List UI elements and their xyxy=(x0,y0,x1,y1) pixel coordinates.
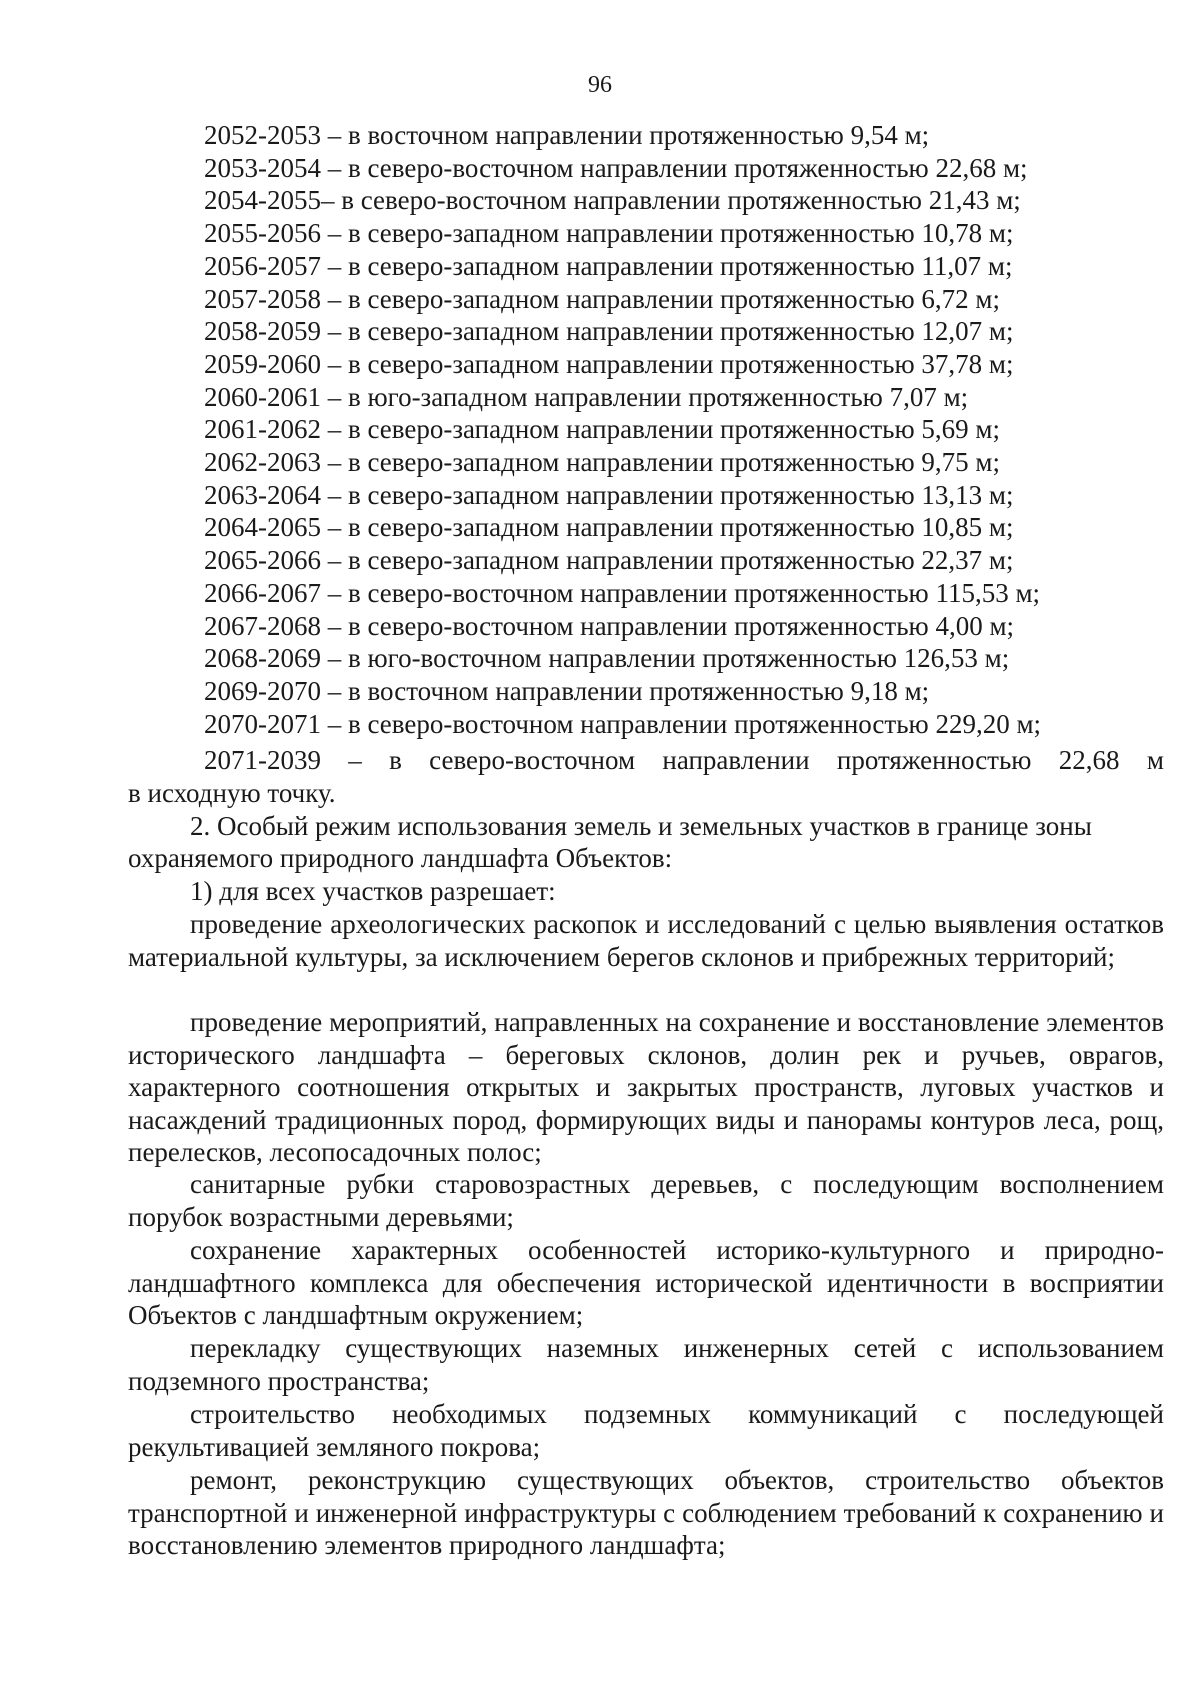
last-segment-word: 2071-2039 xyxy=(204,745,321,775)
boundary-segment: 2054-2055– в северо-восточном направлении протяженностью 21,43 м; xyxy=(204,185,1021,216)
last-segment-word: северо-восточном xyxy=(429,745,636,775)
section-heading-continuation: охраняемого природного ландшафта Объектов: xyxy=(128,843,673,873)
boundary-segment: 2061-2062 – в северо-западном направлении протяженностью 5,69 м; xyxy=(204,414,1000,445)
boundary-segment: 2062-2063 – в северо-западном направлении протяженностью 9,75 м; xyxy=(204,447,1000,478)
last-segment-word: 22,68 xyxy=(1058,745,1120,775)
section-heading: 2. Особый режим использования земель и земельных участков в границе зоны xyxy=(190,811,1092,841)
permission-item-underground-communications: строительство необходимых подземных коммуникаций с последующей рекультивацией земляного покрова; xyxy=(128,1399,1164,1462)
boundary-segment: 2065-2066 – в северо-западном направлении протяженностью 22,37 м; xyxy=(204,545,1014,576)
boundary-segment-last xyxy=(204,744,1164,777)
page-number: 96 xyxy=(588,72,612,98)
permission-item-utility-relocation: перекладку существующих наземных инженерных сетей с использованием подземного пространства; xyxy=(128,1333,1164,1396)
boundary-segment: 2060-2061 – в юго-западном направлении протяженностью 7,07 м; xyxy=(204,381,969,412)
boundary-segment: 2070-2071 – в северо-восточном направлении протяженностью 229,20 м; xyxy=(204,708,1042,739)
boundary-segment: 2056-2057 – в северо-западном направлении протяженностью 11,07 м; xyxy=(204,250,1013,281)
boundary-segment: 2063-2064 – в северо-западном направлении протяженностью 13,13 м; xyxy=(204,479,1014,510)
last-segment-word: – xyxy=(348,745,362,775)
boundary-segment: 2058-2059 – в северо-западном направлении протяженностью 12,07 м; xyxy=(204,316,1014,347)
permission-item-landscape-restoration: проведение мероприятий, направленных на сохранение и восстановление элементов исторического ландшафта – береговых склонов, долин рек и ручьев, оврагов, характерного соотношения открытых и закрытых пространств, луговых участков и насаждений традиционных пород, формирующих виды и панорамы контуров леса, рощ, перелесков, лесопосадочных полос; xyxy=(128,1007,1164,1167)
last-segment-word: м xyxy=(1146,745,1164,775)
permission-item-heritage-preservation: сохранение характерных особенностей историко-культурного и природно-ландшафтного комплекса для обеспечения исторической идентичности в восприятии Объектов с ландшафтным окружением; xyxy=(128,1235,1164,1330)
subsection-title: 1) для всех участков разрешает: xyxy=(190,876,556,906)
boundary-segment: 2064-2065 – в северо-западном направлении протяженностью 10,85 м; xyxy=(204,512,1014,543)
boundary-segment: 2059-2060 – в северо-западном направлении протяженностью 37,78 м; xyxy=(204,348,1014,379)
boundary-segment: 2066-2067 – в северо-восточном направлении протяженностью 115,53 м; xyxy=(204,577,1041,608)
boundary-segment: 2055-2056 – в северо-западном направлении протяженностью 10,78 м; xyxy=(204,218,1014,249)
last-segment-word: протяженностью xyxy=(836,745,1032,775)
last-segment-word: в xyxy=(389,745,402,775)
boundary-segment: 2067-2068 – в северо-восточном направлении протяженностью 4,00 м; xyxy=(204,610,1015,641)
boundary-segment: 2053-2054 – в северо-восточном направлении протяженностью 22,68 м; xyxy=(204,152,1028,183)
boundary-segment: 2068-2069 – в юго-восточном направлении протяженностью 126,53 м; xyxy=(204,643,1010,674)
permission-item-archaeology: проведение археологических раскопок и исследований с целью выявления остатков материальной культуры, за исключением берегов склонов и прибрежных территорий; xyxy=(128,909,1164,972)
boundary-segment-list xyxy=(204,119,1124,740)
last-segment-continuation: в исходную точку. xyxy=(128,778,336,808)
permission-item-infrastructure-construction: ремонт, реконструкцию существующих объектов, строительство объектов транспортной и инженерной инфраструктуры с соблюдением требований к сохранению и восстановлению элементов природного ландшафта; xyxy=(128,1465,1164,1560)
last-segment-word: направлении xyxy=(662,745,810,775)
boundary-segment: 2052-2053 – в восточном направлении протяженностью 9,54 м; xyxy=(204,120,930,150)
boundary-segment: 2057-2058 – в северо-западном направлении протяженностью 6,72 м; xyxy=(204,283,1000,314)
permission-item-sanitary-felling: санитарные рубки старовозрастных деревьев, с последующим восполнением порубок возрастными деревьями; xyxy=(128,1169,1164,1232)
boundary-segment: 2069-2070 – в восточном направлении протяженностью 9,18 м; xyxy=(204,675,930,706)
